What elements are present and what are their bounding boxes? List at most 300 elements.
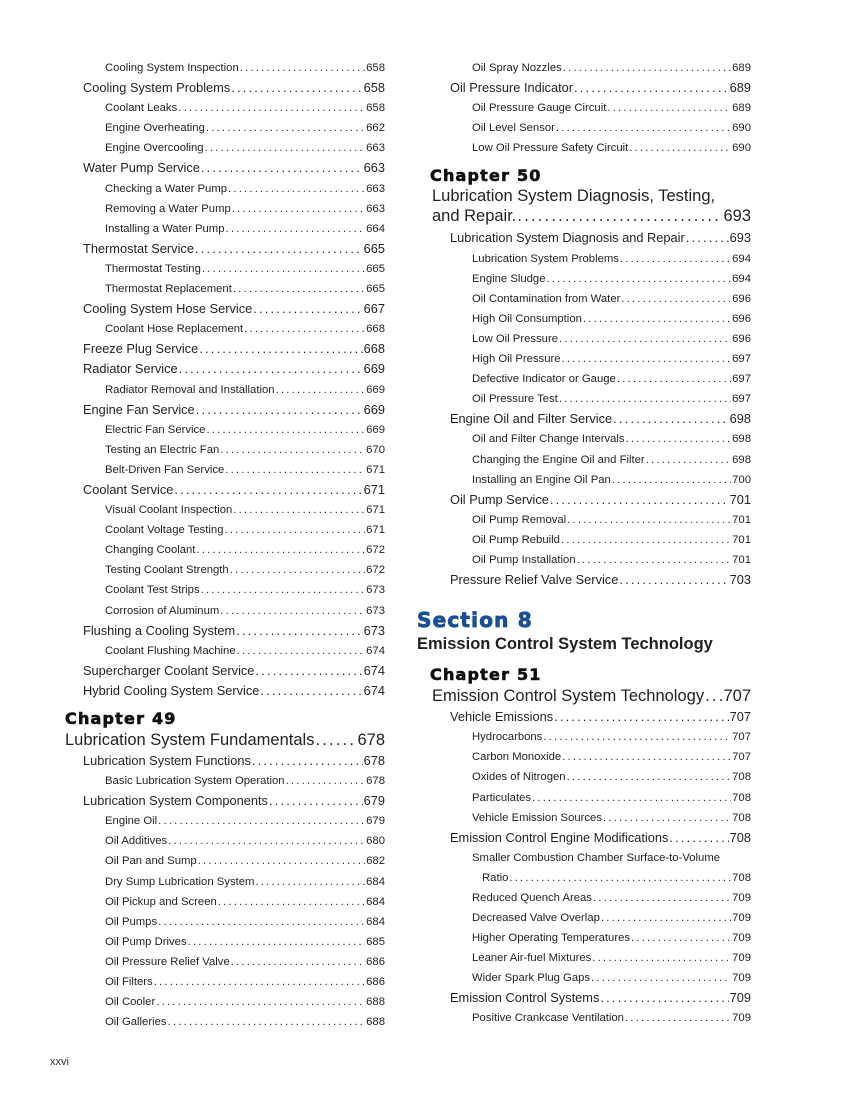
entry-title: Engine Sludge	[472, 272, 546, 285]
dot-leader	[174, 480, 362, 500]
entry-page: 698	[732, 453, 751, 466]
toc-entry-level1[interactable]	[65, 158, 385, 178]
toc-entry-level2[interactable]	[417, 138, 751, 158]
entry-title: Oil Filters	[105, 976, 153, 989]
toc-entry-level2[interactable]	[65, 138, 385, 158]
toc-entry-level2[interactable]	[65, 58, 385, 78]
toc-entry-level2[interactable]	[417, 329, 751, 349]
dot-leader	[629, 138, 731, 158]
toc-entry-level2[interactable]	[65, 992, 385, 1012]
entry-page: 662	[366, 122, 385, 135]
toc-entry-level2[interactable]	[417, 1008, 751, 1028]
toc-entry-level2[interactable]	[65, 872, 385, 892]
entry-page: 678	[366, 775, 385, 788]
dot-leader	[196, 400, 363, 420]
toc-entry-level2[interactable]	[417, 450, 751, 470]
entry-title: Flushing a Cooling System	[83, 622, 236, 638]
dot-leader	[554, 707, 729, 727]
toc-entry-level2[interactable]	[65, 118, 385, 138]
toc-entry-level2[interactable]	[65, 520, 385, 540]
entry-page: 669	[366, 383, 385, 396]
entry-title-line1: Smaller Combustion Chamber Surface-to-Volume	[472, 851, 721, 864]
toc-entry-level2[interactable]	[417, 309, 751, 329]
entry-page: 708	[729, 829, 751, 845]
entry-page: 679	[366, 815, 385, 828]
entry-title: Lubrication System Diagnosis and Repair	[450, 230, 685, 246]
entry-page: 672	[366, 564, 385, 577]
toc-entry-level2[interactable]	[65, 219, 385, 239]
entry-page: 708	[732, 771, 751, 784]
dot-leader	[206, 118, 365, 138]
entry-page: 670	[366, 443, 385, 456]
chapter-title-line1: Lubrication System Diagnosis, Testing,	[432, 187, 716, 206]
toc-entry-level1[interactable]	[65, 621, 385, 641]
toc-entry-level2[interactable]	[65, 540, 385, 560]
chapter-label: Chapter 49	[65, 709, 177, 728]
entry-title: Engine Overcooling	[105, 142, 204, 155]
toc-entry-level1[interactable]	[417, 707, 751, 727]
entry-title: and Repair.	[432, 207, 517, 226]
entry-title: High Oil Pressure	[472, 353, 561, 366]
toc-entry-level2[interactable]	[65, 771, 385, 791]
entry-title: Water Pump Service	[83, 160, 200, 176]
toc-entry-level1[interactable]	[65, 661, 385, 681]
entry-title: Oil Pumps	[105, 915, 158, 928]
dot-leader	[286, 771, 366, 791]
entry-page: 709	[732, 912, 751, 924]
dot-leader	[195, 239, 363, 259]
entry-title: Emission Control Engine Modifications	[450, 829, 669, 845]
dot-leader	[233, 500, 365, 520]
dot-leader	[220, 601, 365, 621]
dot-leader	[626, 429, 732, 449]
entry-page: 707	[732, 731, 751, 744]
entry-page: 674	[363, 662, 385, 678]
entry-page: 696	[732, 292, 751, 305]
entry-page: 673	[363, 622, 385, 638]
dot-leader	[253, 299, 362, 319]
entry-title: Vehicle Emission Sources	[472, 811, 602, 824]
dot-leader	[255, 872, 365, 892]
toc-entry-level2[interactable]	[65, 932, 385, 952]
entry-title: Oxides of Nitrogen	[472, 771, 566, 784]
entry-title: Carbon Monoxide	[472, 751, 562, 764]
toc-entry-level2[interactable]	[417, 389, 751, 409]
entry-page: 686	[366, 955, 385, 968]
entry-title: Cooling System Inspection	[105, 62, 239, 74]
dot-leader	[669, 828, 728, 848]
entry-page: 668	[366, 323, 385, 336]
toc-entry-level2[interactable]	[417, 727, 751, 747]
entry-title: Radiator Removal and Installation	[105, 383, 275, 396]
entry-title: Installing an Engine Oil Pan	[472, 473, 611, 486]
dot-leader	[550, 490, 729, 510]
toc-entry-level2[interactable]	[65, 641, 385, 661]
dot-leader	[158, 811, 365, 831]
toc-entry-level2[interactable]	[417, 98, 751, 118]
toc-entry-level2[interactable]	[65, 580, 385, 600]
entry-title: Oil Galleries	[105, 1016, 167, 1029]
toc-entry-level1[interactable]	[417, 409, 751, 429]
chapter-title[interactable]	[65, 729, 385, 751]
chapter-title[interactable]	[417, 685, 751, 707]
dot-leader	[563, 58, 731, 78]
toc-entry-level2[interactable]	[417, 908, 751, 928]
toc-entry-level2[interactable]	[65, 380, 385, 400]
toc-entry-level1[interactable]	[65, 359, 385, 379]
page-number: xxvi	[50, 1056, 69, 1068]
entry-page: 658	[366, 102, 385, 115]
chapter-label: Chapter 50	[430, 166, 542, 186]
toc-entry-level2[interactable]	[65, 98, 385, 118]
dot-leader	[276, 380, 366, 400]
toc-entry-level1[interactable]	[417, 570, 751, 590]
entry-page: 674	[363, 682, 385, 698]
dot-leader	[205, 138, 366, 158]
entry-page: 678	[363, 753, 385, 768]
dot-leader	[315, 729, 356, 751]
dot-leader	[577, 550, 732, 570]
entry-title: Oil and Filter Change Intervals	[472, 433, 625, 446]
entry-page: 693	[729, 230, 751, 246]
dot-leader	[509, 868, 731, 888]
dot-leader	[198, 851, 365, 871]
dot-leader	[179, 359, 363, 379]
chapter-title-entry[interactable]	[432, 206, 751, 226]
entry-page: 697	[732, 353, 751, 366]
toc-entry-level2[interactable]	[65, 892, 385, 912]
entry-title-line2[interactable]	[472, 868, 751, 888]
entry-page: 709	[732, 932, 751, 945]
entry-title: Low Oil Pressure Safety Circuit	[472, 142, 629, 155]
chapter-label: Chapter 51	[430, 665, 542, 685]
dot-leader	[196, 540, 365, 560]
dot-leader	[269, 791, 363, 811]
dot-leader	[620, 249, 731, 269]
dot-leader	[220, 440, 365, 460]
entry-page: 696	[732, 332, 751, 345]
toc-entry-level2[interactable]	[417, 888, 751, 908]
entry-title: Oil Pump Service	[450, 491, 549, 507]
toc-entry-level2[interactable]	[65, 179, 385, 199]
dot-leader	[600, 988, 728, 1008]
dot-leader	[631, 928, 731, 948]
dot-leader	[612, 470, 731, 490]
entry-page: 707	[723, 687, 751, 706]
toc-entry-level2[interactable]	[65, 199, 385, 219]
toc-entry-level1[interactable]	[65, 751, 385, 771]
toc-entry-level2[interactable]	[417, 788, 751, 808]
entry-title: Cooling System Hose Service	[83, 301, 253, 317]
dot-leader	[199, 339, 362, 359]
toc-entry-level2[interactable]	[417, 767, 751, 787]
dot-leader	[230, 560, 365, 580]
toc-entry-level2[interactable]	[417, 58, 751, 78]
dot-leader	[646, 450, 731, 470]
entry-title: Basic Lubrication System Operation	[105, 775, 285, 788]
entry-title: Lubrication System Functions	[83, 753, 251, 768]
entry-page: 707	[732, 751, 751, 764]
entry-page: 688	[366, 1016, 385, 1029]
entry-page: 663	[366, 202, 385, 215]
entry-page: 671	[366, 524, 385, 537]
toc-entry-level2[interactable]	[417, 928, 751, 948]
toc-entry-level2[interactable]	[417, 349, 751, 369]
toc-entry-level1[interactable]	[417, 490, 751, 510]
entry-page: 703	[729, 572, 751, 588]
dot-leader	[244, 319, 365, 339]
chapter-title-entry[interactable]	[432, 685, 751, 707]
dot-leader	[225, 520, 366, 540]
dot-leader	[218, 892, 365, 912]
toc-entry-level2[interactable]	[65, 420, 385, 440]
entry-page: 685	[366, 935, 385, 948]
toc-entry-level2[interactable]	[417, 968, 751, 988]
entry-page: 679	[363, 793, 385, 809]
toc-entry-level2[interactable]	[65, 500, 385, 520]
entry-page: 682	[366, 855, 385, 868]
dot-leader	[686, 228, 729, 248]
entry-title: Thermostat Service	[83, 240, 194, 256]
toc-entry-level2[interactable]	[65, 851, 385, 871]
toc-entry-level1[interactable]	[65, 791, 385, 811]
entry-title: Changing the Engine Oil and Filter	[472, 453, 645, 466]
chapter-title-entry[interactable]	[65, 729, 385, 751]
entry-page: 709	[729, 990, 751, 1006]
entry-title: Changing Coolant	[105, 544, 196, 557]
entry-page: 663	[366, 142, 385, 155]
entry-title: Ratio	[482, 871, 509, 884]
entry-page: 689	[732, 62, 751, 74]
toc-entry-level2[interactable]	[65, 601, 385, 621]
dot-leader	[201, 580, 366, 600]
toc-entry-level2[interactable]	[65, 811, 385, 831]
entry-title: Thermostat Testing	[105, 262, 201, 275]
entry-page: 658	[363, 80, 385, 96]
toc-entry-level2[interactable]	[417, 550, 751, 570]
dot-leader	[231, 952, 365, 972]
dot-leader	[603, 808, 731, 828]
entry-title: Oil Pump Removal	[472, 513, 567, 526]
entry-page: 709	[732, 1012, 751, 1025]
dot-leader	[236, 621, 362, 641]
toc-entry-level2[interactable]	[417, 118, 751, 138]
entry-page: 669	[363, 361, 385, 377]
dot-leader	[559, 329, 731, 349]
entry-page: 701	[729, 491, 751, 507]
entry-title: Installing a Water Pump	[105, 222, 225, 235]
toc-entry-level1[interactable]	[65, 78, 385, 98]
entry-title: Thermostat Replacement	[105, 283, 232, 296]
toc-entry-level1[interactable]	[417, 228, 751, 248]
dot-leader	[556, 118, 731, 138]
entry-title: Testing Coolant Strength	[105, 564, 229, 577]
toc-entry-level2[interactable]	[65, 460, 385, 480]
entry-page: 680	[366, 835, 385, 848]
dot-leader	[231, 78, 362, 98]
chapter-title[interactable]	[417, 186, 751, 226]
entry-title: Oil Pan and Sump	[105, 855, 197, 868]
entry-title: Oil Pressure Indicator	[450, 80, 574, 96]
entry-title: Lubrication System Fundamentals	[65, 731, 315, 749]
entry-page: 668	[363, 341, 385, 357]
entry-page: 701	[732, 513, 751, 526]
toc-entry-level2[interactable]	[65, 440, 385, 460]
dot-leader	[237, 641, 366, 661]
toc-entry-level2[interactable]	[417, 269, 751, 289]
toc-entry-level2[interactable]	[65, 319, 385, 339]
entry-page: 674	[366, 644, 385, 657]
entry-title: Oil Pressure Relief Valve	[105, 955, 230, 968]
dot-leader	[543, 727, 731, 747]
entry-title: Low Oil Pressure	[472, 332, 559, 345]
dot-leader	[567, 510, 731, 530]
dot-leader	[252, 751, 363, 771]
dot-leader	[188, 932, 366, 952]
toc-column-right	[417, 58, 751, 1029]
toc-entry-level2[interactable]	[65, 279, 385, 299]
toc-entry-level1[interactable]	[417, 828, 751, 848]
dot-leader	[260, 681, 362, 701]
entry-title: Coolant Service	[83, 481, 174, 497]
entry-title: Emission Control System Technology	[432, 687, 705, 706]
entry-page: 693	[723, 207, 751, 226]
dot-leader	[233, 279, 365, 299]
toc-entry-level1[interactable]	[65, 681, 385, 701]
entry-page: 701	[732, 533, 751, 546]
entry-page: 684	[366, 895, 385, 908]
entry-title: Defective Indicator or Gauge	[472, 373, 616, 386]
entry-page: 707	[729, 709, 751, 725]
entry-page: 665	[363, 240, 385, 256]
entry-title: Higher Operating Temperatures	[472, 932, 631, 945]
entry-title: Checking a Water Pump	[105, 182, 228, 195]
entry-title: Oil Pressure Test	[472, 393, 558, 406]
entry-title: Electric Fan Service	[105, 423, 206, 436]
entry-title: Testing an Electric Fan	[105, 443, 220, 456]
toc-entry-level1[interactable]	[65, 480, 385, 500]
dot-leader	[232, 199, 365, 219]
dot-leader	[532, 788, 731, 808]
toc-entry-level2[interactable]	[65, 831, 385, 851]
entry-title: Corrosion of Aluminum	[105, 604, 220, 617]
dot-leader	[613, 409, 728, 429]
dot-leader	[517, 206, 722, 226]
dot-leader	[562, 349, 732, 369]
toc-entry-level1[interactable]	[417, 78, 751, 98]
entry-title: Pressure Relief Valve Service	[450, 572, 619, 588]
toc-entry-level1[interactable]	[65, 339, 385, 359]
dot-leader	[225, 460, 365, 480]
entry-title: Cooling System Problems	[83, 80, 231, 96]
dot-leader	[206, 420, 365, 440]
dot-leader	[226, 219, 366, 239]
entry-title: Lubrication System Components	[83, 793, 268, 809]
entry-title: Freeze Plug Service	[83, 341, 199, 357]
toc-entry-level1[interactable]	[65, 239, 385, 259]
entry-title: Decreased Valve Overlap	[472, 912, 600, 924]
dot-leader	[547, 269, 732, 289]
toc-entry-level2[interactable]	[417, 289, 751, 309]
toc-entry-level2[interactable]	[417, 249, 751, 269]
entry-page: 709	[732, 952, 751, 965]
dot-leader	[617, 369, 731, 389]
entry-title: Vehicle Emissions	[450, 709, 554, 725]
dot-leader	[562, 747, 731, 767]
toc-entry-level2[interactable]	[65, 1012, 385, 1032]
dot-leader	[592, 948, 731, 968]
entry-page: 673	[366, 584, 385, 597]
toc-entry-level2[interactable]	[417, 948, 751, 968]
entry-page: 684	[366, 915, 385, 928]
entry-page: 671	[366, 504, 385, 517]
dot-leader	[240, 58, 365, 78]
entry-page: 698	[732, 433, 751, 446]
toc-entry-level2[interactable]	[65, 912, 385, 932]
entry-page: 689	[729, 80, 751, 96]
entry-page: 708	[732, 871, 751, 884]
entry-title: Radiator Service	[83, 361, 178, 377]
entry-page: 694	[732, 272, 751, 285]
toc-entry-level2[interactable]	[417, 747, 751, 767]
entry-title: Coolant Flushing Machine	[105, 644, 236, 657]
entry-title: Dry Sump Lubrication System	[105, 875, 255, 888]
entry-page: 700	[732, 473, 751, 486]
toc-entry-level2[interactable]	[417, 808, 751, 828]
toc-entry-level1[interactable]	[65, 299, 385, 319]
entry-page: 708	[732, 811, 751, 824]
entry-title: Oil Spray Nozzles	[472, 62, 562, 74]
section-label: Section 8	[417, 608, 533, 633]
dot-leader	[625, 1008, 731, 1028]
entry-title: Supercharger Coolant Service	[83, 662, 255, 678]
toc-entry-level2[interactable]	[65, 952, 385, 972]
toc-entry-level2[interactable]	[417, 530, 751, 550]
entry-page: 708	[732, 791, 751, 804]
entry-title: Oil Additives	[105, 835, 168, 848]
entry-page: 690	[732, 142, 751, 155]
dot-leader	[591, 968, 731, 988]
entry-title: Visual Coolant Inspection	[105, 504, 233, 517]
toc-entry-level2[interactable]	[417, 429, 751, 449]
entry-title: Oil Contamination from Water	[472, 292, 621, 305]
section-title: Emission Control System Technology	[417, 635, 713, 654]
entry-page: 671	[366, 463, 385, 476]
entry-title: Engine Oil	[105, 815, 158, 828]
entry-title: Particulates	[472, 791, 532, 804]
toc-entry-level2[interactable]	[417, 848, 751, 888]
entry-page: 684	[366, 875, 385, 888]
dot-leader	[228, 179, 365, 199]
entry-page: 663	[366, 182, 385, 195]
entry-title: Engine Oil and Filter Service	[450, 411, 613, 427]
toc-entry-level2[interactable]	[417, 470, 751, 490]
entry-page: 709	[732, 891, 751, 904]
dot-leader	[156, 992, 365, 1012]
dot-leader	[705, 685, 722, 707]
entry-page: 697	[732, 393, 751, 406]
toc-entry-level2[interactable]	[65, 972, 385, 992]
toc-entry-level2[interactable]	[65, 259, 385, 279]
toc-entry-level2[interactable]	[65, 560, 385, 580]
toc-entry-level1[interactable]	[65, 400, 385, 420]
toc-entry-level2[interactable]	[417, 369, 751, 389]
toc-entry-level2[interactable]	[417, 510, 751, 530]
entry-page: 701	[732, 553, 751, 566]
toc-entry-level1[interactable]	[417, 988, 751, 1008]
dot-leader	[559, 389, 731, 409]
entry-title: Oil Pump Installation	[472, 553, 576, 566]
